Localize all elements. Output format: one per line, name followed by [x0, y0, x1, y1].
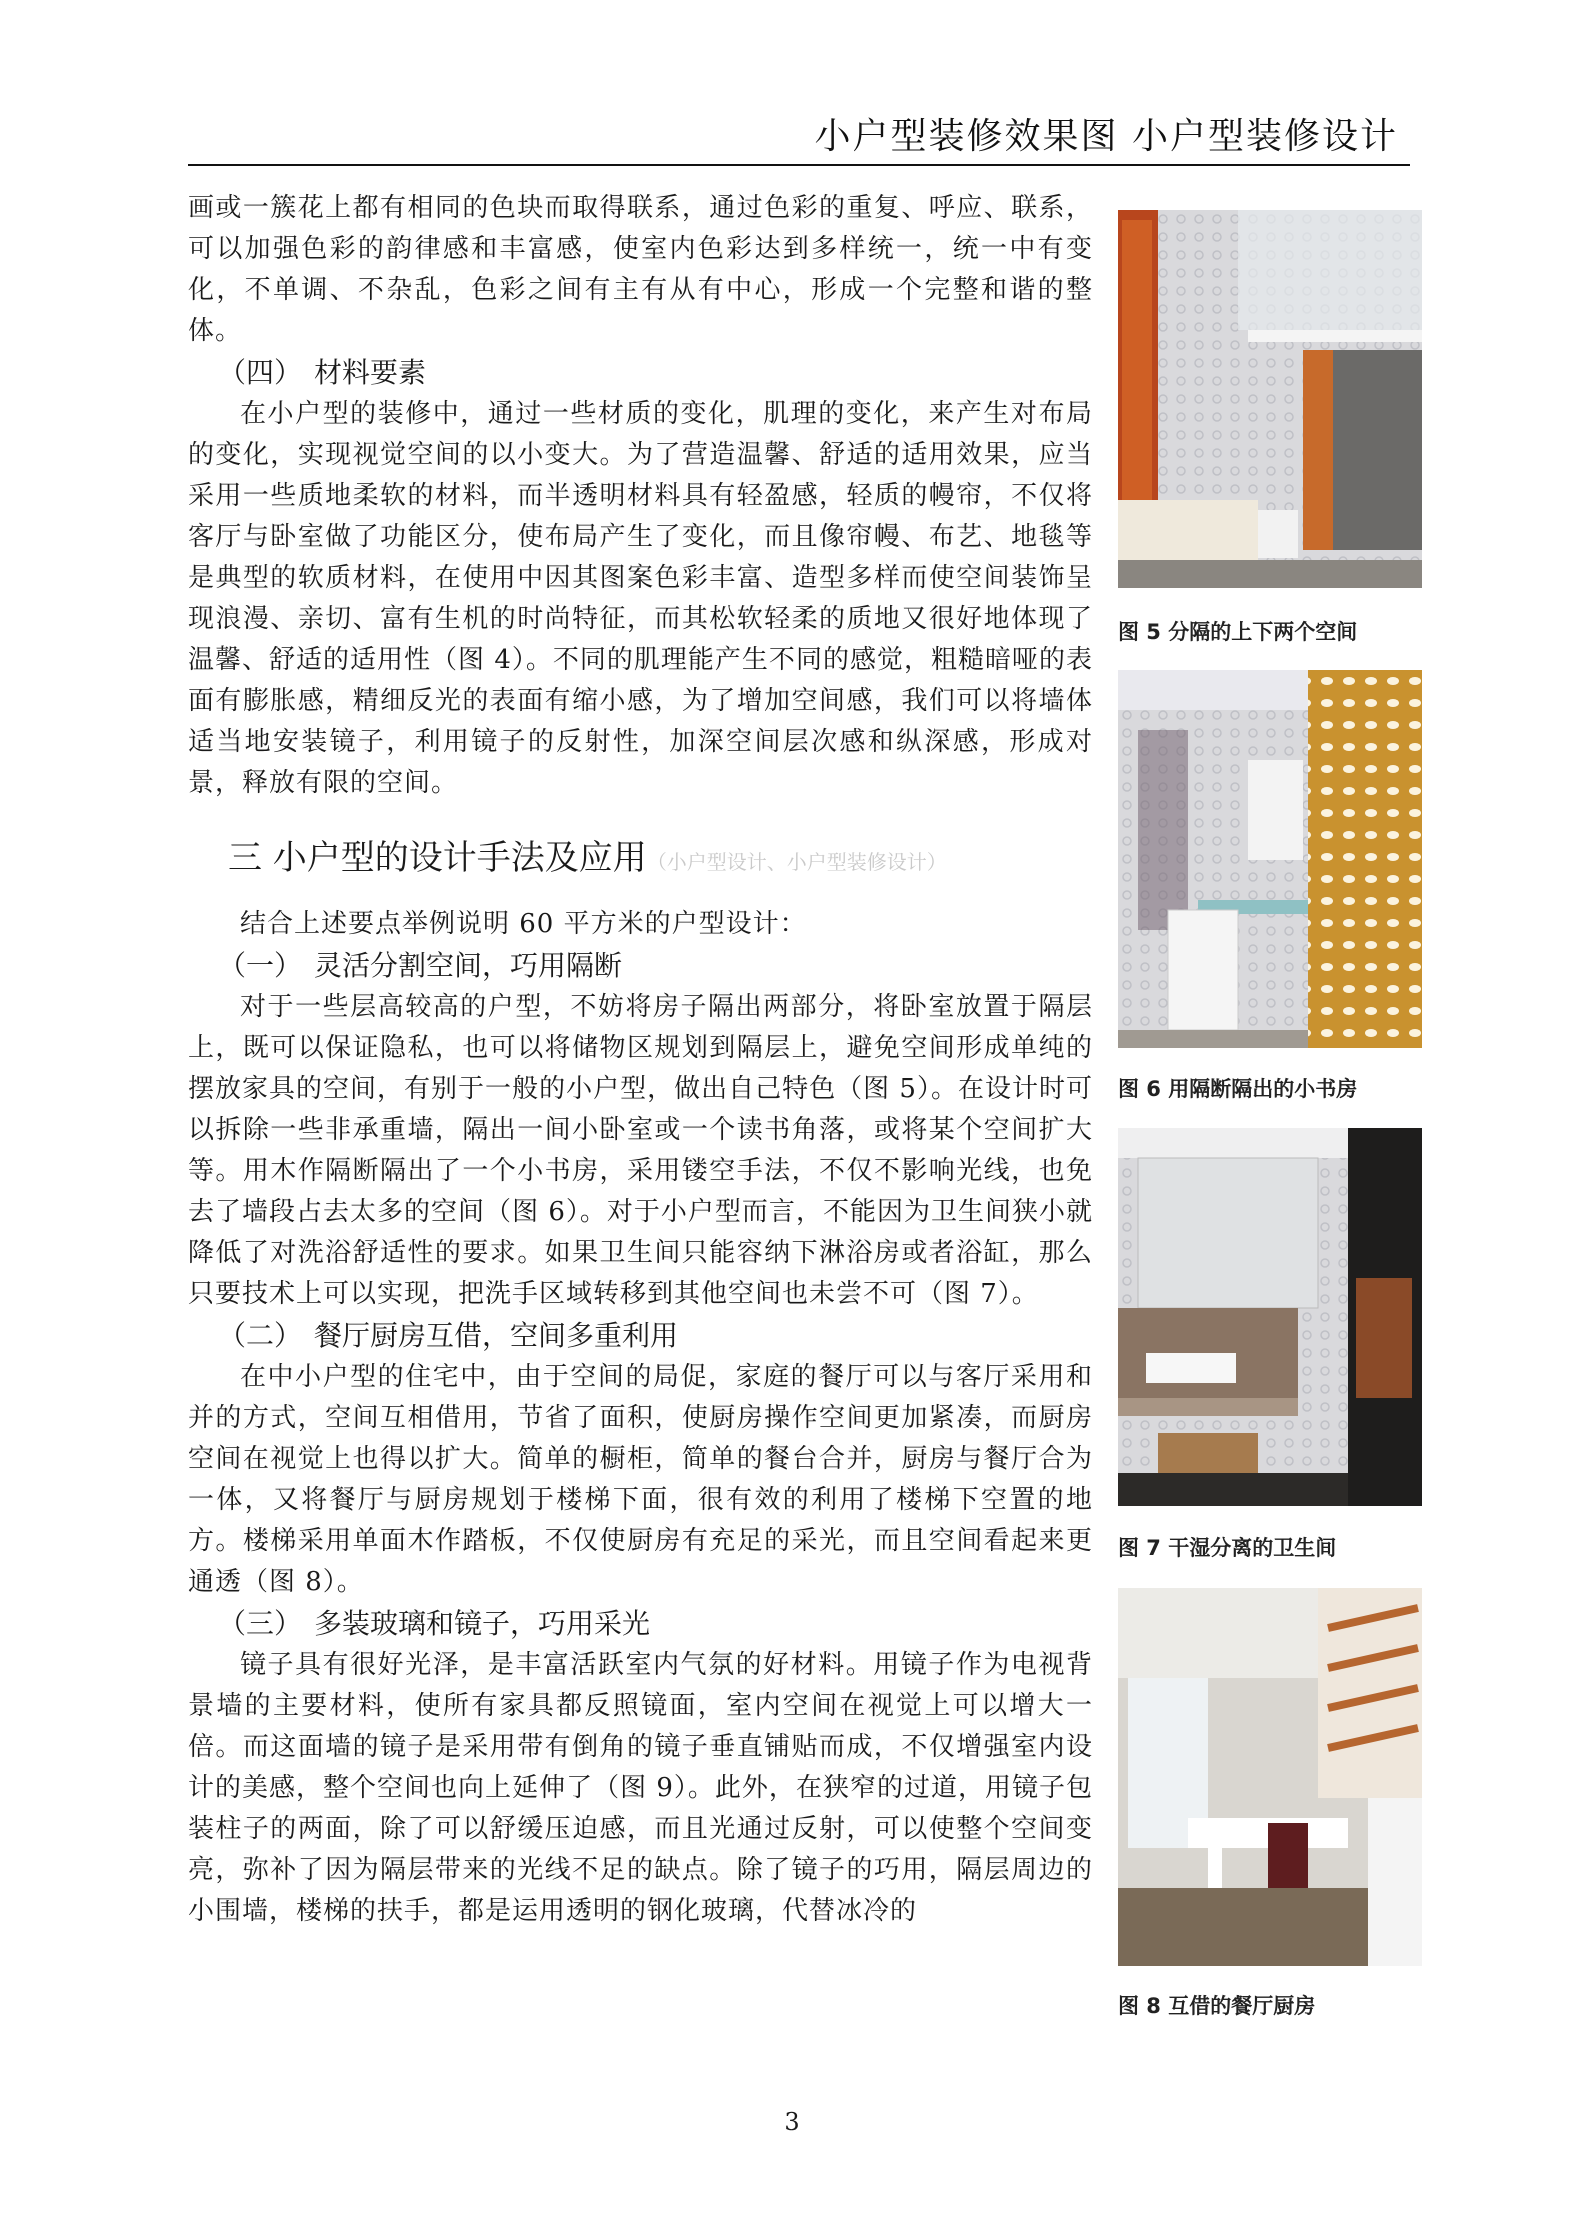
- heading-3-number: （三）: [218, 1607, 303, 1640]
- section-3-subtitle: （小户型设计、小户型装修设计）: [646, 850, 947, 874]
- heading-material: [188, 352, 1093, 394]
- figure-5-image: [1118, 210, 1422, 588]
- header-rule: [188, 164, 1410, 166]
- heading-2-text: 餐厅厨房互借，空间多重利用: [314, 1319, 679, 1352]
- header-title: 小户型装修效果图 小户型装修设计: [814, 116, 1398, 157]
- figure-6-caption: 图 6 用隔断隔出的小书房: [1118, 1077, 1358, 1101]
- main-column: [188, 188, 1093, 1932]
- heading-1-number: （一）: [218, 949, 303, 982]
- heading-1-text: 灵活分割空间，巧用隔断: [314, 949, 623, 982]
- figure-5-caption: 图 5 分隔的上下两个空间: [1118, 620, 1358, 644]
- heading-material-text: 材料要素: [314, 356, 427, 389]
- heading-dining-kitchen: [188, 1315, 1093, 1357]
- page-number: 3: [784, 2108, 800, 2136]
- figure-8-image: [1118, 1588, 1422, 1966]
- figure-7-image: [1118, 1128, 1422, 1506]
- figure-7-caption: 图 7 干湿分离的卫生间: [1118, 1536, 1337, 1560]
- paragraph-partition: 对于一些层高较高的户型，不妨将房子隔出两部分，将卧室放置于隔层上，既可以保证隐私，也可以将储物区规划到隔层上，避免空间形成单纯的摆放家具的空间，有别于一般的小户型，做出自己特色（图 5）。在设计时可以拆除一些非承重墙，隔出一间小卧室或一个读书角落，或将某个空间扩大等。用木作隔断隔出了一个小书房，采用镂空手法，不仅不影响光线，也免去了墙段占去太多的空间（图 6）。对于小户型而言，不能因为卫生间狭小就降低了对洗浴舒适性的要求。如果卫生间只能容纳下淋浴房或者浴缸，那么只要技术上可以实现，把洗手区域转移到其他空间也未尝不可（图 7）。: [188, 992, 1093, 1309]
- paragraph-color-continuation: 画或一簇花上都有相同的色块而取得联系，通过色彩的重复、呼应、联系，可以加强色彩的韵律感和丰富感，使室内色彩达到多样统一，统一中有变化，不单调、不杂乱，色彩之间有主有从有中心，形成一个完整和谐的整体。: [188, 193, 1093, 346]
- heading-flexible-partition: [188, 945, 1093, 987]
- figure-8-caption: 图 8 互借的餐厅厨房: [1118, 1994, 1316, 2018]
- heading-2-number: （二）: [218, 1319, 303, 1352]
- paragraph-material: 在小户型的装修中，通过一些材质的变化，肌理的变化，来产生对布局的变化，实现视觉空间的以小变大。为了营造温馨、舒适的适用效果，应当采用一些质地柔软的材料，而半透明材料具有轻盈感，轻质的幔帘，不仅将客厅与卧室做了功能区分，使布局产生了变化，而且像帘幔、布艺、地毯等是典型的软质材料，在使用中因其图案色彩丰富、造型多样而使空间装饰呈现浪漫、亲切、富有生机的时尚特征，而其松软轻柔的质地又很好地体现了温馨、舒适的适用性（图 4）。不同的肌理能产生不同的感觉，粗糙暗哑的表面有膨胀感，精细反光的表面有缩小感，为了增加空间感，我们可以将墙体适当地安装镜子，利用镜子的反射性，加深空间层次感和纵深感，形成对景，释放有限的空间。: [188, 399, 1093, 798]
- section-3-title-text: 三 小户型的设计手法及应用: [228, 838, 647, 878]
- paragraph-dining-kitchen: 在中小户型的住宅中，由于空间的局促，家庭的餐厅可以与客厅采用和并的方式，空间互相借用，节省了面积，使厨房操作空间更加紧凑，而厨房空间在视觉上也得以扩大。简单的橱柜，简单的餐台合并，厨房与餐厅合为一体，又将餐厅与厨房规划于楼梯下面，很有效的利用了楼梯下空置的地方。楼梯采用单面木作踏板，不仅使厨房有充足的采光，而且空间看起来更通透（图 8）。: [188, 1362, 1093, 1597]
- paragraph-intro-60sqm: 结合上述要点举例说明 60 平方米的户型设计：: [240, 909, 807, 939]
- paragraph-glass-mirror: 镜子具有很好光泽，是丰富活跃室内气氛的好材料。用镜子作为电视背景墙的主要材料，使所有家具都反照镜面，室内空间在视觉上可以增大一倍。而这面墙的镜子是采用带有倒角的镜子垂直铺贴而成，不仅增强室内设计的美感，整个空间也向上延伸了（图 9）。此外，在狭窄的过道，用镜子包装柱子的两面，除了可以舒缓压迫感，而且光通过反射，可以使整个空间变亮，弥补了因为隔层带来的光线不足的缺点。除了镜子的巧用，隔层周边的小围墙，楼梯的扶手，都是运用透明的钢化玻璃，代替冰冷的: [188, 1650, 1093, 1926]
- figure-6-image: [1118, 670, 1422, 1048]
- section-3-title: [188, 832, 1093, 888]
- heading-glass-mirror: [188, 1603, 1093, 1645]
- heading-material-number: （四）: [218, 356, 303, 389]
- heading-3-text: 多装玻璃和镜子，巧用采光: [314, 1607, 651, 1640]
